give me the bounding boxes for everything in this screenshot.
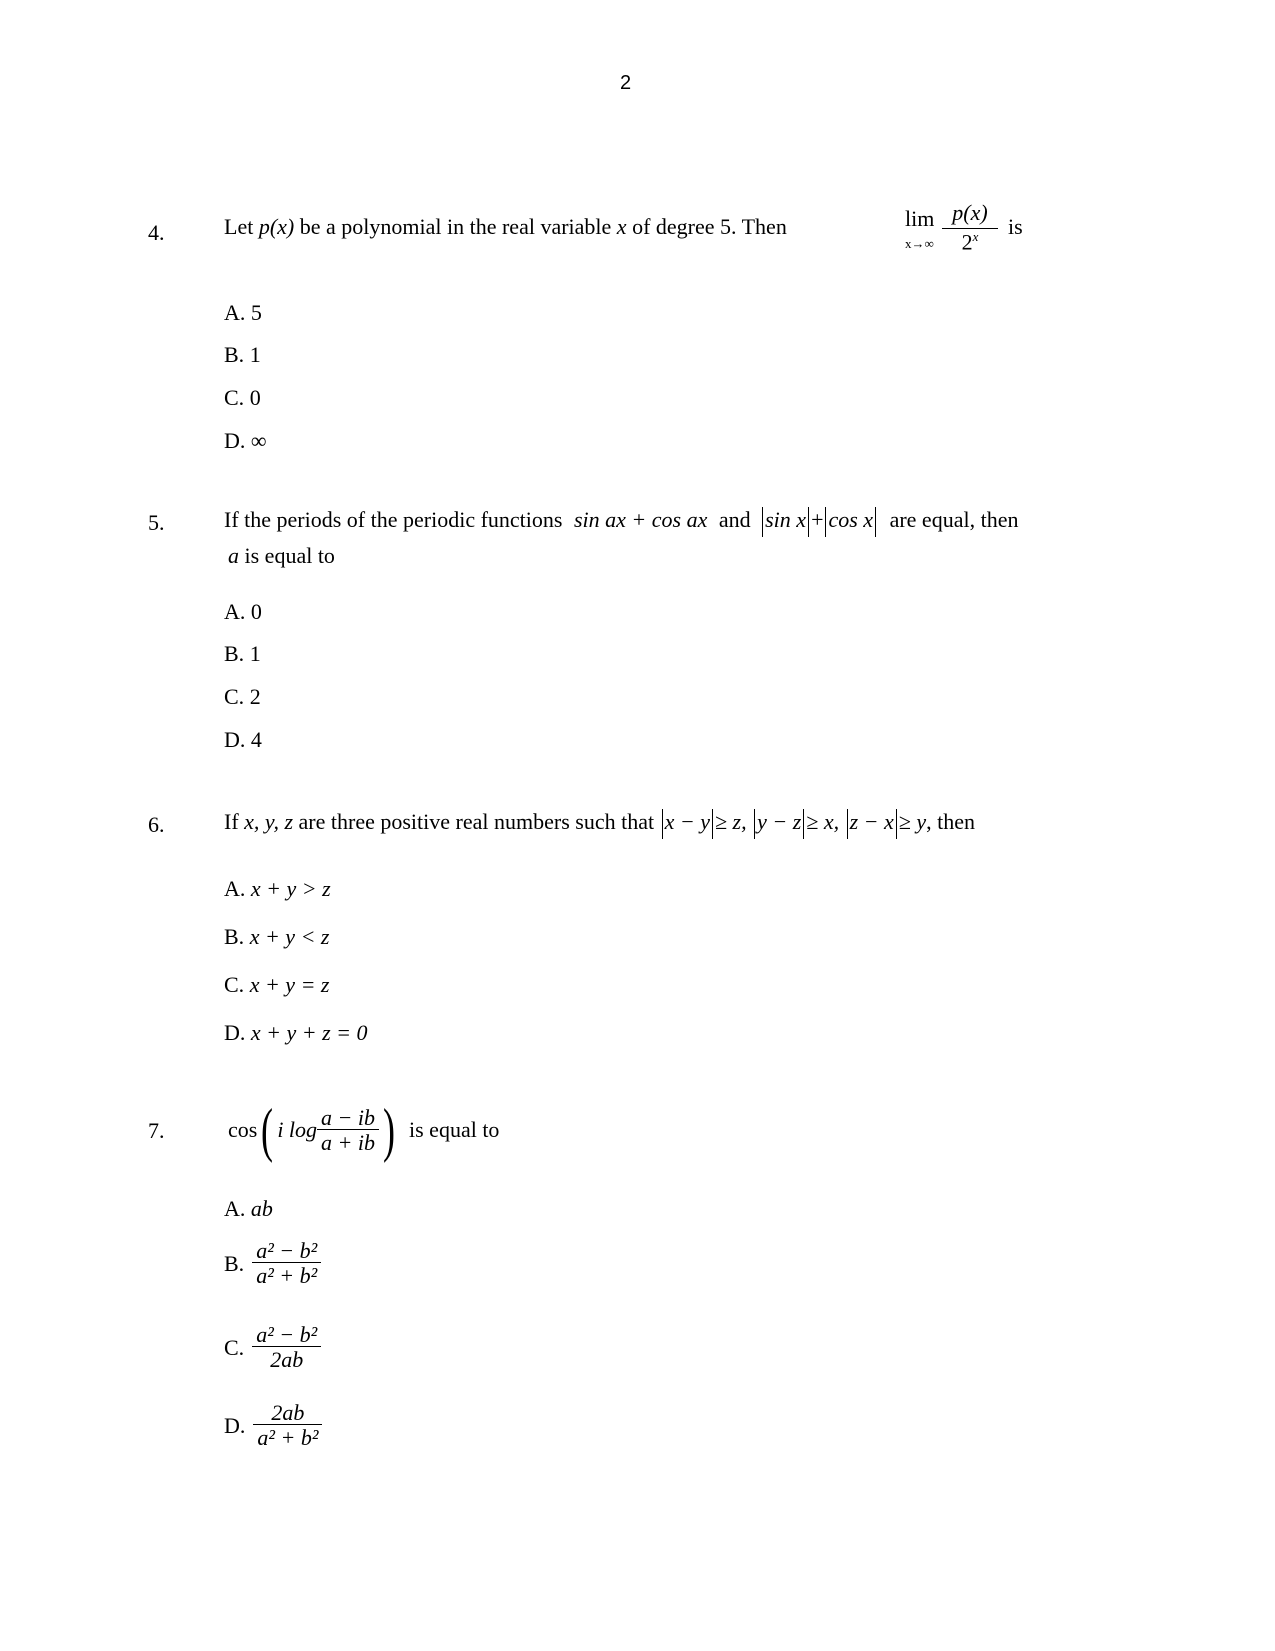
q7-opt-a-label: A.: [224, 1196, 246, 1221]
q6-c1-abs: x − y: [664, 809, 710, 835]
question-7-number: 7.: [148, 1118, 165, 1143]
q4-frac-num: p(x): [942, 200, 998, 229]
abs-bar: [662, 809, 663, 839]
q6-c1-rest: ≥ z,: [714, 809, 747, 835]
q7-opt-d-num: 2ab: [271, 1400, 305, 1425]
q5-line2-var: a: [228, 543, 239, 568]
abs-bar: [712, 809, 713, 839]
question-4-text: [224, 216, 787, 238]
q5-text-a: If the periods of the periodic functions: [224, 507, 563, 533]
abs-bar: [875, 507, 876, 537]
q4-text-d: is: [1008, 214, 1023, 239]
abs-bar: [754, 809, 755, 839]
q6-option-d: D. x + y + z = 0: [224, 1020, 368, 1045]
q4-lim: lim: [905, 206, 935, 231]
q4-lim-sub: x→∞: [905, 236, 934, 251]
abs-bar: [762, 507, 763, 537]
q4-frac-den: [942, 229, 998, 255]
q7-opt-c-den: 2ab: [252, 1346, 321, 1371]
q5-expr2-a: sin x: [765, 507, 807, 533]
page-number: 2: [620, 72, 632, 94]
q6-text-c: , then: [926, 809, 976, 835]
left-paren: (: [261, 1097, 274, 1163]
q7-opt-b-label: B.: [224, 1250, 245, 1276]
q6-option-a: A. x + y > z: [224, 876, 331, 901]
q7-frac-num: a − ib: [321, 1104, 376, 1130]
q7-option-a: [224, 1198, 273, 1220]
q5-option-a: A. 0: [224, 599, 262, 624]
question-5-text: [224, 507, 1018, 537]
q7-opt-d-den: a² + b²: [253, 1424, 322, 1449]
q7-option-b: [224, 1240, 321, 1287]
q4-text-b: be a polynomial in the real variable: [299, 214, 612, 239]
q4-limit: [905, 208, 934, 230]
q6-text-a: If: [224, 809, 239, 835]
q6-option-c: C. x + y = z: [224, 972, 330, 997]
q6-c3-rest: ≥ y: [898, 809, 927, 835]
q7-cos: cos: [228, 1117, 258, 1142]
q4-fraction: [942, 200, 998, 255]
q7-opt-c-num: a² − b²: [256, 1322, 318, 1347]
q7-opt-b-num: a² − b²: [256, 1238, 318, 1263]
q7-option-d: [224, 1402, 322, 1449]
q4-x: x: [616, 214, 627, 239]
abs-bar: [808, 507, 809, 537]
q5-line2-text: is equal to: [244, 543, 335, 568]
q6-option-b: B. x + y < z: [224, 924, 330, 949]
q6-c2-abs: y − z: [757, 809, 802, 835]
q7-ilog: i log: [277, 1117, 318, 1142]
question-5-number: 5.: [148, 510, 165, 535]
q4-den-exp: x: [972, 229, 979, 244]
q7-opt-b-frac: [252, 1240, 321, 1287]
q5-line2: [228, 545, 335, 567]
q6-vars: x, y, z: [244, 809, 294, 835]
q7-opt-a-value: ab: [250, 1196, 273, 1221]
abs-bar: [896, 809, 897, 839]
abs-bar: [803, 809, 804, 839]
q5-expr1: sin ax + cos ax: [573, 507, 708, 533]
question-6-text: [224, 809, 975, 839]
q5-text-b: and: [718, 507, 751, 533]
abs-bar: [847, 809, 848, 839]
q7-opt-d-label: D.: [224, 1412, 246, 1438]
q6-c2-rest: ≥ x,: [806, 809, 840, 835]
q7-opt-d-frac: [253, 1402, 322, 1449]
q4-text-c: of degree 5. Then: [632, 214, 787, 239]
right-paren: ): [383, 1097, 396, 1163]
q6-c3-abs: z − x: [849, 809, 894, 835]
q4-text-a: Let: [224, 214, 254, 239]
q4-option-a: A. 5: [224, 300, 262, 325]
q7-fraction: [317, 1104, 379, 1155]
q6-text-b: are three positive real numbers such that: [298, 809, 655, 835]
q4-option-b: B. 1: [224, 342, 261, 367]
q4-option-c: C. 0: [224, 385, 261, 410]
q5-option-d: D. 4: [224, 727, 262, 752]
q4-option-d: D. ∞: [224, 428, 267, 453]
q7-opt-c-label: C.: [224, 1334, 245, 1360]
abs-bar: [825, 507, 826, 537]
question-4-number: 4.: [148, 220, 165, 245]
question-6-number: 6.: [148, 812, 165, 837]
q7-frac-den: a + ib: [317, 1129, 379, 1154]
q7-opt-b-den: a² + b²: [252, 1262, 321, 1287]
q5-option-c: C. 2: [224, 684, 261, 709]
q7-option-c: [224, 1324, 321, 1371]
q7-text: is equal to: [409, 1117, 500, 1142]
question-7-expression: [228, 1097, 500, 1163]
q5-option-b: B. 1: [224, 641, 261, 666]
q4-px: p(x): [258, 214, 295, 239]
q7-opt-c-frac: [252, 1324, 321, 1371]
q5-expr2-b: cos x: [828, 507, 874, 533]
q4-den-base: 2: [961, 229, 973, 255]
q5-plus: +: [811, 507, 824, 533]
q5-text-c: are equal, then: [889, 507, 1019, 533]
